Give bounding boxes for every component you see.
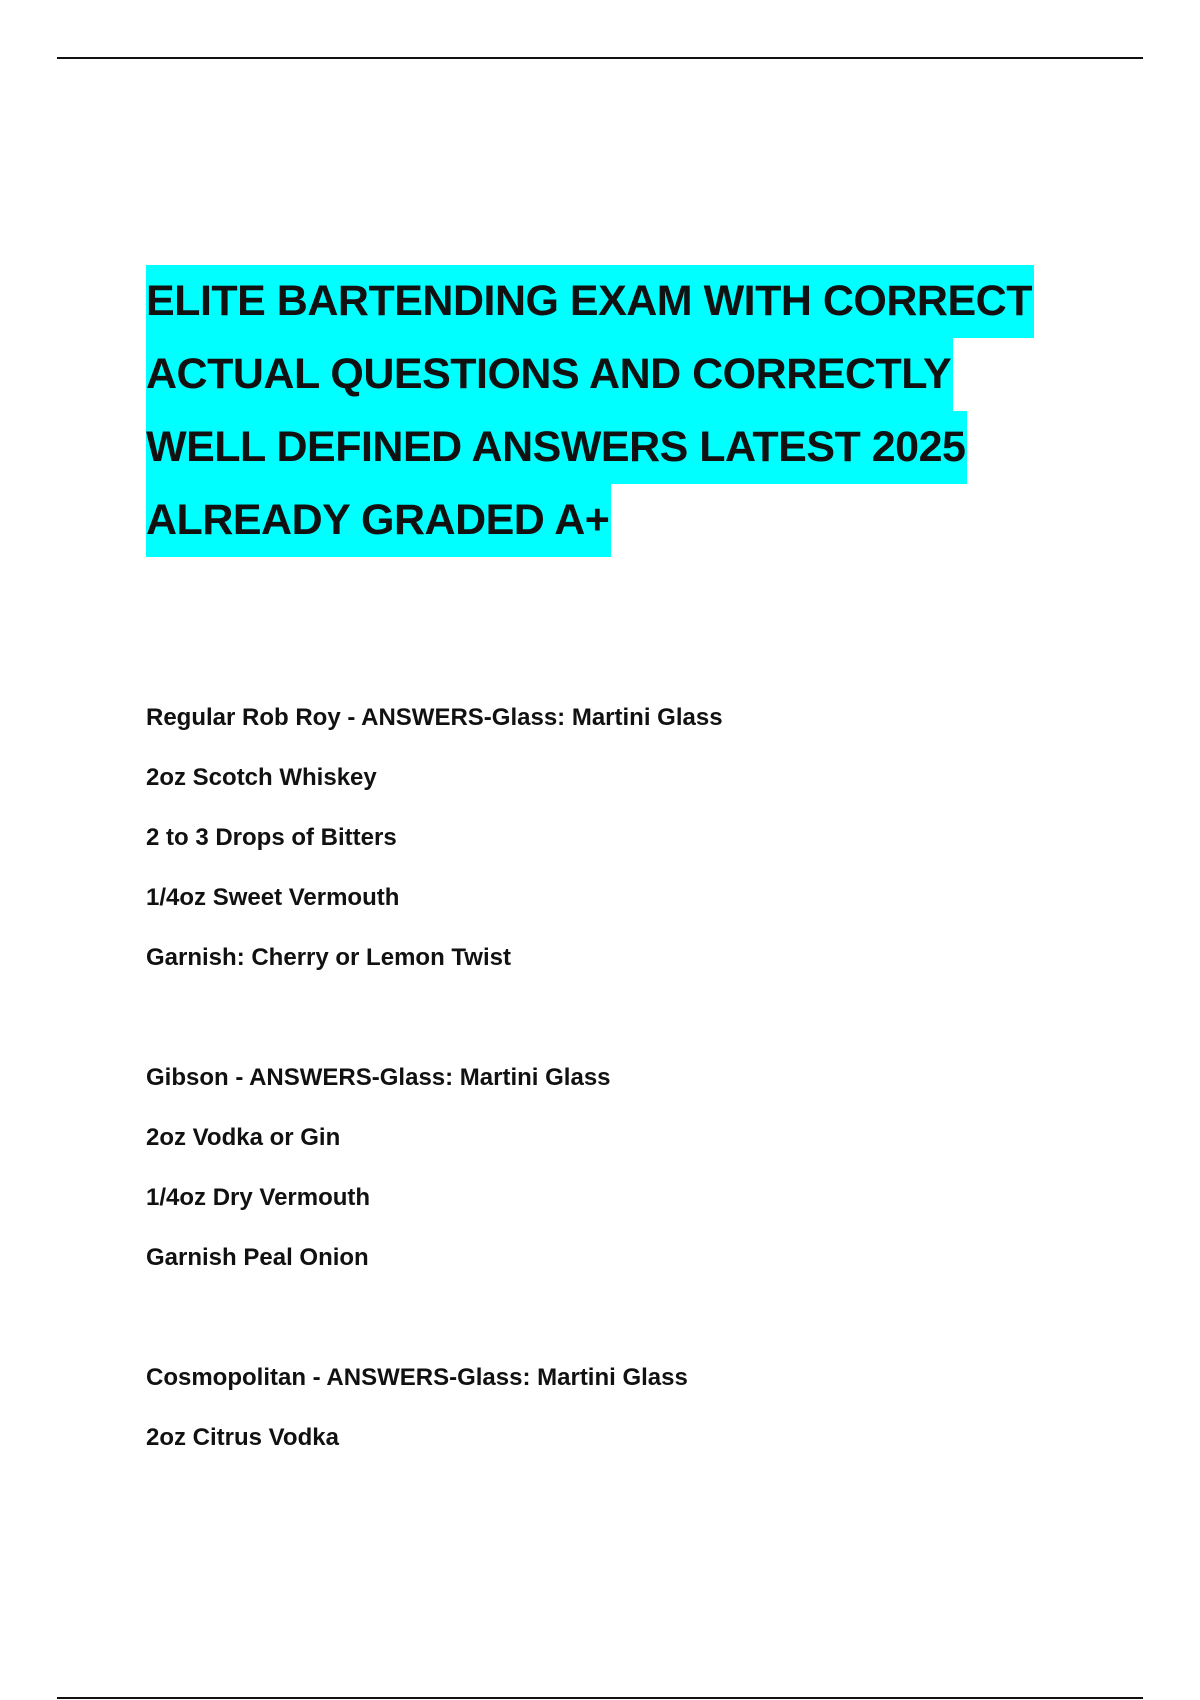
title-line-text: ELITE BARTENDING EXAM WITH CORRECT [146,265,1034,338]
title-line-text: ALREADY GRADED A+ [146,484,611,557]
answer-line: Garnish: Cherry or Lemon Twist [146,944,511,971]
answer-line: 1/4oz Sweet Vermouth [146,884,400,911]
document-body [146,700,1106,1540]
title-line [146,338,1106,411]
answer-line: Garnish Peal Onion [146,1244,369,1271]
answer-line: 2oz Vodka or Gin [146,1124,341,1151]
question-cosmopolitan [146,1360,1106,1480]
question-heading: Cosmopolitan - ANSWERS-Glass: Martini Glass [146,1364,688,1391]
document-title [146,265,1106,557]
title-line [146,265,1106,338]
question-heading: Regular Rob Roy - ANSWERS-Glass: Martini Glass [146,704,723,731]
answer-line: 1/4oz Dry Vermouth [146,1184,371,1211]
title-line-text: ACTUAL QUESTIONS AND CORRECTLY [146,338,953,411]
answer-line: 2 to 3 Drops of Bitters [146,824,397,851]
title-line-text: WELL DEFINED ANSWERS LATEST 2025 [146,411,967,484]
title-line [146,411,1106,484]
answer-line: 2oz Scotch Whiskey [146,764,377,791]
question-heading: Gibson - ANSWERS-Glass: Martini Glass [146,1064,611,1091]
footer-rule [57,1697,1143,1699]
answer-line: 2oz Citrus Vodka [146,1424,339,1451]
header-rule [57,57,1143,59]
title-line [146,484,1106,557]
question-gibson [146,1060,1106,1300]
question-rob-roy [146,700,1106,1000]
